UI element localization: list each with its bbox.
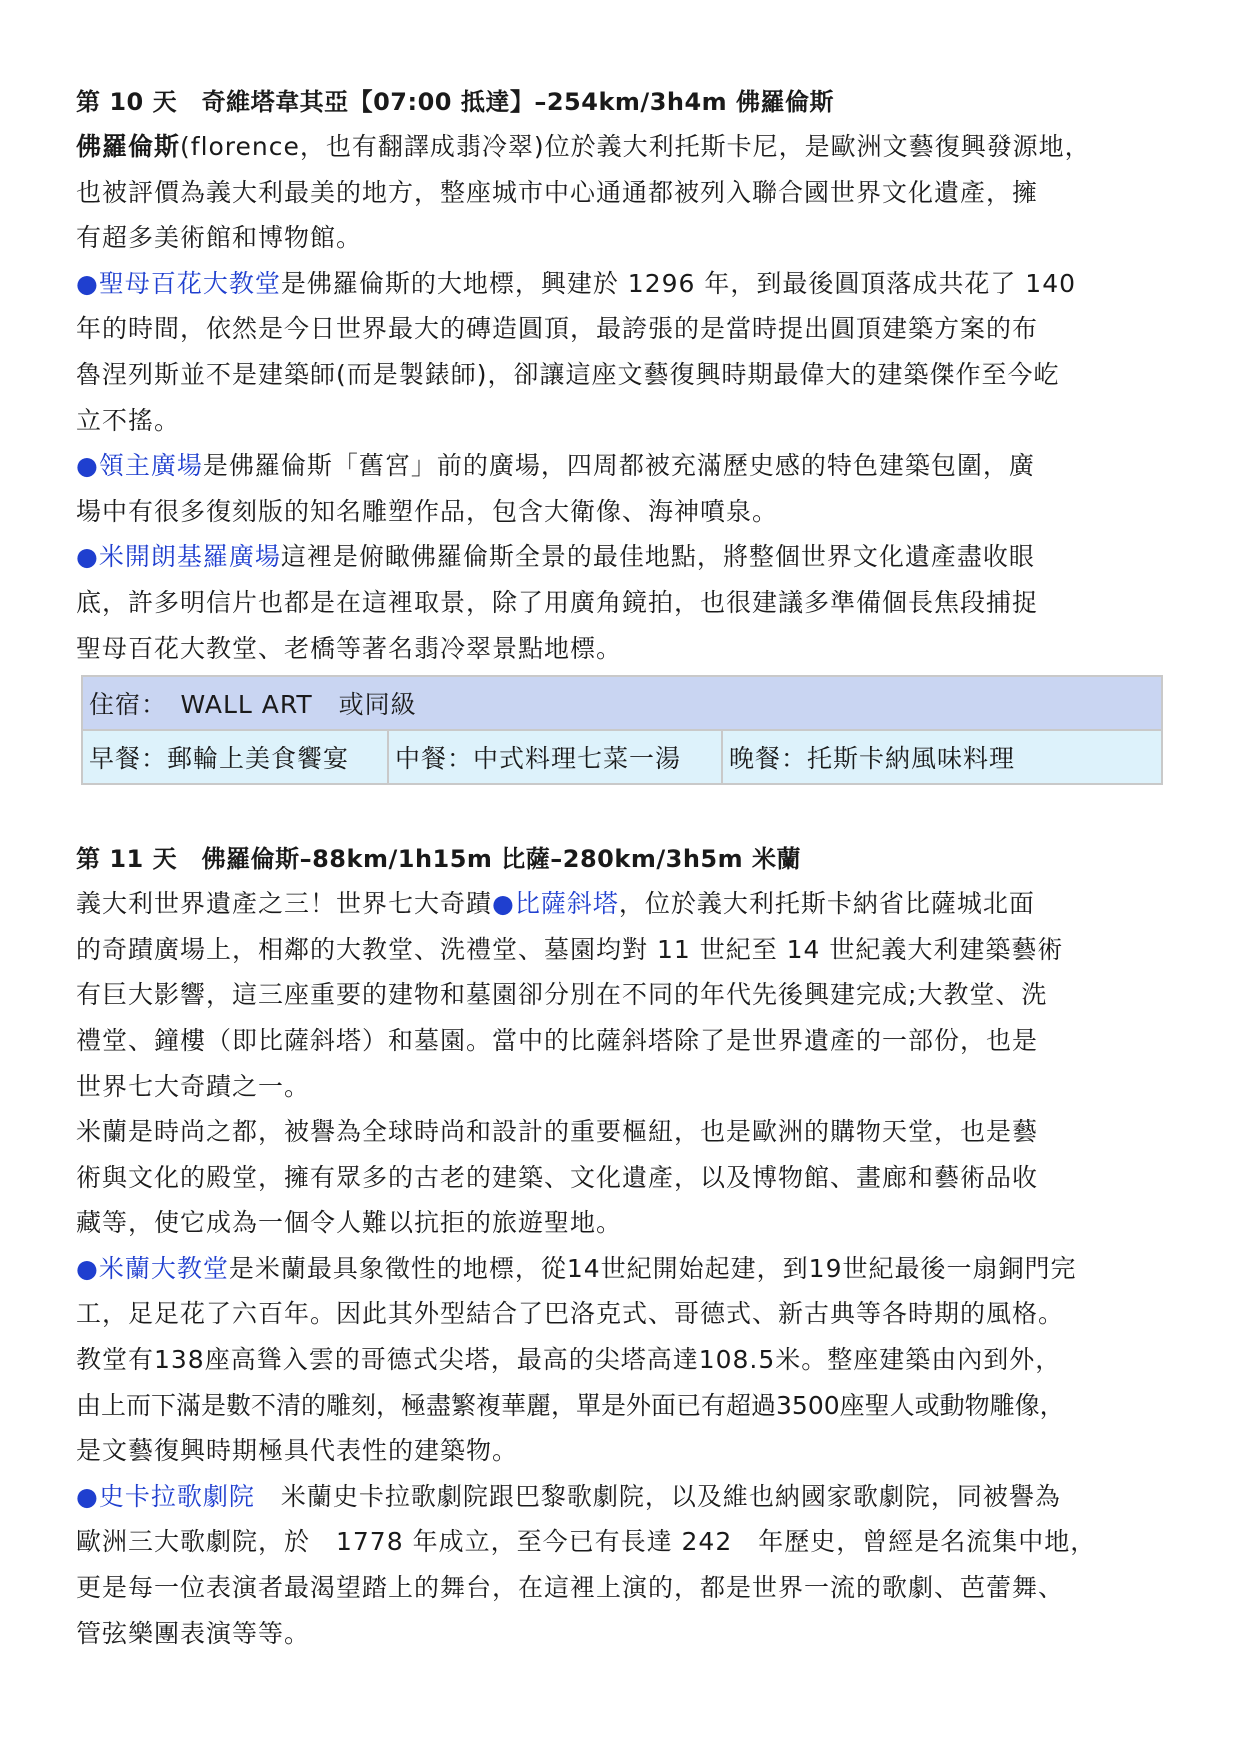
spot-michelangelo-name[interactable]: 米開朗基羅廣場: [98, 542, 281, 572]
dinner-cell: 晚餐：托斯卡納風味料理: [722, 730, 1162, 784]
spot-duomo-name[interactable]: 聖母百花大教堂: [98, 268, 281, 298]
spot-michelangelo: [76, 534, 1176, 671]
pisa-line-2: 的奇蹟廣場上，相鄰的大教堂、洗禮堂、墓園均對 11 世紀至 14 世紀義大利建築藝術: [76, 934, 1064, 964]
spot-pisa-name[interactable]: 比薩斜塔: [514, 889, 619, 919]
florence-intro-line-1: (florence，也有翻譯成翡冷翠)位於義大利托斯卡尼，是歐洲文藝復興發源地，: [180, 132, 1091, 161]
bullet-icon: ●: [76, 1253, 99, 1283]
spot-michelangelo-line-2: 底，許多明信片也都是在這裡取景，除了用廣角鏡拍，也很建議多準備個長焦段捕捉: [76, 587, 1039, 617]
spot-michelangelo-line-3: 聖母百花大教堂、老橋等著名翡冷翠景點地標。: [76, 633, 623, 663]
spot-signoria-line-1: 是佛羅倫斯「舊宮」前的廣場，四周都被充滿歷史感的特色建築包圍，廣: [202, 451, 1035, 481]
hotel-cell: 住宿： WALL ART 或同級: [82, 676, 1162, 730]
spot-la-scala-line-4: 管弦樂團表演等等。: [76, 1618, 311, 1648]
spot-duomo-line-1: 是佛羅倫斯的大地標，興建於 1296 年，到最後圓頂落成共花了 140: [280, 268, 1077, 298]
florence-intro-line-2: 也被評價為義大利最美的地方，整座城市中心通通都被列入聯合國世界文化遺產，擁: [76, 177, 1039, 207]
spot-milan-cathedral-line-4: 由上而下滿是數不清的雕刻，極盡繁複華麗，單是外面已有超過3500座聖人或動物雕像，: [76, 1390, 1065, 1420]
spot-duomo-line-2: 年的時間，依然是今日世界最大的磚造圓頂，最誇張的是當時提出圓頂建築方案的布: [76, 314, 1039, 344]
pisa-line-3: 有巨大影響，這三座重要的建物和墓園卻分別在不同的年代先後興建完成;大教堂、洗: [76, 980, 1048, 1010]
bullet-icon: ●: [492, 889, 515, 919]
pisa-prefix: 義大利世界遺產之三！世界七大奇蹟: [76, 889, 493, 919]
milan-paragraph: [76, 1109, 1176, 1246]
milan-line-3: 藏等，使它成為一個令人難以抗拒的旅遊聖地。: [76, 1208, 623, 1238]
spot-milan-cathedral-line-2: 工，足足花了六百年。因此其外型結合了巴洛克式、哥德式、新古典等各時期的風格。: [76, 1299, 1065, 1329]
spot-la-scala: [76, 1474, 1176, 1656]
bullet-icon: ●: [76, 451, 99, 481]
spot-duomo-line-3: 魯涅列斯並不是建築師(而是製錶師)，卻讓這座文藝復興時期最偉大的建築傑作至今屹: [76, 359, 1060, 389]
milan-line-1: 米蘭是時尚之都，被譽為全球時尚和設計的重要樞紐，也是歐洲的購物天堂，也是藝: [76, 1117, 1039, 1147]
florence-intro-bold: 佛羅倫斯: [76, 132, 181, 161]
lunch-cell: 中餐：中式料理七菜一湯: [388, 730, 722, 784]
spot-michelangelo-line-1: 這裡是俯瞰佛羅倫斯全景的最佳地點，將整個世界文化遺產盡收眼: [280, 542, 1035, 572]
breakfast-cell: 早餐：郵輪上美食饗宴: [82, 730, 388, 784]
day-10-title: 第 10 天 奇維塔韋其亞【07:00 抵達】–254km/3h4m 佛羅倫斯: [76, 88, 835, 116]
day-10-accommodation-table: [81, 675, 1163, 785]
pisa-line-1: ，位於義大利托斯卡納省比薩城北面: [618, 889, 1035, 919]
florence-intro: [76, 124, 1176, 261]
spot-la-scala-line-1: 米蘭史卡拉歌劇院跟巴黎歌劇院，以及維也納國家歌劇院，同被譽為: [254, 1481, 1061, 1511]
bullet-icon: ●: [76, 268, 99, 298]
spot-la-scala-line-3: 更是每一位表演者最渴望踏上的舞台，在這裡上演的，都是世界一流的歌劇、芭蕾舞、: [76, 1573, 1065, 1603]
spot-duomo: [76, 261, 1176, 443]
pisa-paragraph: [76, 881, 1176, 1109]
pisa-line-5: 世界七大奇蹟之一。: [76, 1071, 311, 1101]
spot-la-scala-name[interactable]: 史卡拉歌劇院: [98, 1481, 255, 1511]
spot-duomo-line-4: 立不搖。: [76, 405, 181, 435]
day-11-title: 第 11 天 佛羅倫斯–88km/1h15m 比薩–280km/3h5m 米蘭: [76, 845, 801, 874]
pisa-line-4: 禮堂、鐘樓（即比薩斜塔）和墓園。當中的比薩斜塔除了是世界遺產的一部份，也是: [76, 1025, 1039, 1055]
spot-signoria-line-2: 場中有很多復刻版的知名雕塑作品，包含大衛像、海神噴泉。: [76, 496, 779, 526]
spot-milan-cathedral-line-5: 是文藝復興時期極具代表性的建築物。: [76, 1436, 519, 1466]
spot-milan-cathedral: [76, 1246, 1176, 1474]
spot-signoria: [76, 443, 1176, 534]
spot-signoria-name[interactable]: 領主廣場: [98, 451, 203, 481]
bullet-icon: ●: [76, 542, 99, 572]
bullet-icon: ●: [76, 1481, 99, 1511]
florence-intro-line-3: 有超多美術館和博物館。: [76, 223, 363, 253]
spot-la-scala-line-2: 歐洲三大歌劇院，於 1778 年成立，至今已有長達 242 年歷史，曾經是名流集中地，: [76, 1527, 1097, 1557]
itinerary-page: [76, 80, 1176, 1656]
milan-line-2: 術與文化的殿堂，擁有眾多的古老的建築、文化遺產，以及博物館、畫廊和藝術品收: [76, 1162, 1039, 1192]
spot-milan-cathedral-name[interactable]: 米蘭大教堂: [98, 1253, 229, 1283]
spot-milan-cathedral-line-3: 教堂有138座高聳入雲的哥德式尖塔，最高的尖塔高達108.5米。整座建築由內到外，: [76, 1345, 1062, 1375]
spot-milan-cathedral-line-1: 是米蘭最具象徵性的地標，從14世紀開始起建，到19世紀最後一扇銅門完: [228, 1253, 1077, 1283]
section-gap: [76, 785, 1176, 837]
